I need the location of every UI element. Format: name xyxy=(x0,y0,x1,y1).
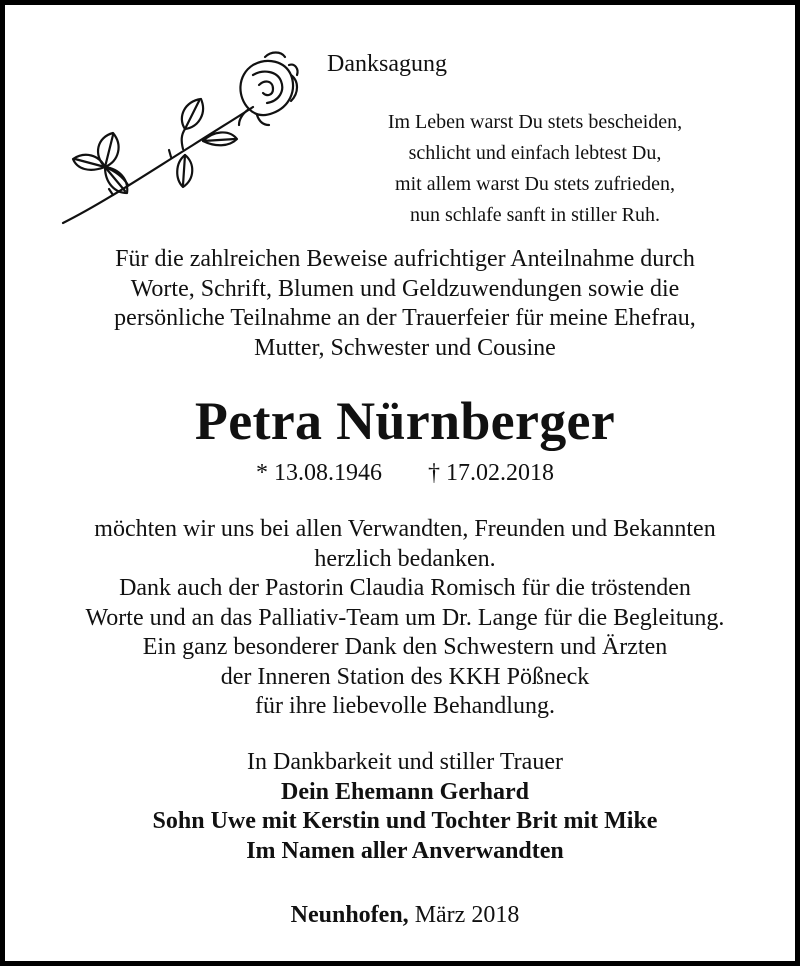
place-date-text: März 2018 xyxy=(414,902,520,928)
intro-line: persönliche Teilnahme an der Trauerfeier für meine Ehefrau, xyxy=(114,305,696,331)
closing-intro: In Dankbarkeit und stiller Trauer xyxy=(247,749,563,775)
intro-line: Worte, Schrift, Blumen und Geldzuwendungen sowie die xyxy=(130,275,680,302)
mourner-line: Dein Ehemann Gerhard xyxy=(280,778,529,805)
thanks-line: der Inneren Station des KKH Pößneck xyxy=(220,663,590,690)
thanks-text xyxy=(5,515,800,722)
poem-line: mit allem warst Du stets zufrieden, xyxy=(395,173,675,195)
mourner-line: Im Namen aller Anverwandten xyxy=(246,837,564,864)
intro-text xyxy=(5,245,800,363)
poem-line: nun schlafe sanft in stiller Ruh. xyxy=(410,204,660,226)
birth-date: * 13.08.1946 xyxy=(256,460,382,486)
place-town: Neunhofen, xyxy=(290,902,409,928)
thanks-line: möchten wir uns bei allen Verwandten, Freunden und Bekannten xyxy=(94,516,716,542)
thanks-line: für ihre liebevolle Behandlung. xyxy=(255,693,555,719)
heading: Danksagung xyxy=(327,51,447,77)
rose-icon xyxy=(53,45,303,230)
thanks-line: Ein ganz besonderer Dank den Schwestern und Ärzten xyxy=(142,634,668,660)
thanks-line: herzlich bedanken. xyxy=(314,545,496,572)
closing-signatures xyxy=(5,748,800,866)
deceased-name: Petra Nürnberger xyxy=(194,391,616,451)
life-dates xyxy=(5,455,800,491)
thanks-line: Worte und an das Palliativ-Team um Dr. Lange für die Begleitung. xyxy=(85,604,725,631)
intro-line: Mutter, Schwester und Cousine xyxy=(254,334,556,361)
death-date: † 17.02.2018 xyxy=(428,460,554,486)
intro-line: Für die zahlreichen Beweise aufrichtiger Anteilnahme durch xyxy=(115,246,695,272)
thanks-line: Dank auch der Pastorin Claudia Romisch für die tröstenden xyxy=(119,575,691,601)
poem-line: schlicht und einfach lebtest Du, xyxy=(408,142,662,164)
poem-line: Im Leben warst Du stets bescheiden, xyxy=(387,111,683,133)
place-date xyxy=(5,900,800,930)
poem xyxy=(325,107,745,231)
mourner-line: Sohn Uwe mit Kerstin und Tochter Brit mit Mike xyxy=(152,808,658,834)
